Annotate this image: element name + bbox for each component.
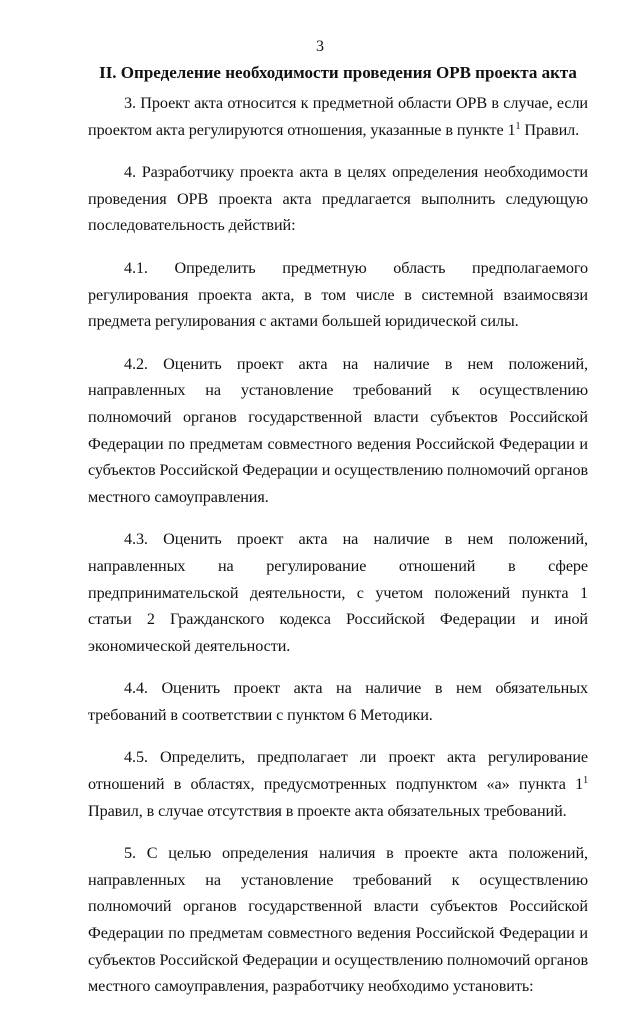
paragraph-4-5-text: 4.5. Определить, предполагает ли проект акта регулирование отношений в областях, предусмотренных подпунктом «а» пункта 1 xyxy=(88,748,588,794)
superscript-mark: 1 xyxy=(515,120,521,132)
paragraph-4-1: 4.1. Определить предметную область предполагаемого регулирования проекта акта, в том числе в системной взаимосвязи предмета регулирования с актами большей юридической силы. xyxy=(88,258,588,331)
superscript-mark: 1 xyxy=(583,775,588,787)
paragraph-4-5 xyxy=(88,744,588,824)
paragraph-5: 5. С целью определения наличия в проекте акта положений, направленных на установление требований к осуществлению полномочий органов государственной власти субъектов Российской Федерации по предметам совместного ведения Российской Федерации и субъектов Российской Федерации и осуществлению полномочий органов местного самоуправления, разработчику необходимо установить: xyxy=(88,844,589,996)
paragraph-3-text: 3. Проект акта относится к предметной области ОРВ в случае, если проектом акта регулируются отношения, указанные в пункте 1 xyxy=(88,94,588,139)
document-body xyxy=(88,90,588,1016)
paragraph-4: 4. Разработчику проекта акта в целях определения необходимости проведения ОРВ проекта акта предлагается выполнить следующую последовательность действий: xyxy=(88,163,588,235)
paragraph-4-3: 4.3. Оценить проект акта на наличие в нем положений, направленных на регулирование отношений в сфере предпринимательской деятельности, с учетом положений пункта 1 статьи 2 Гражданского кодекса Российской Федерации и иной экономической деятельности. xyxy=(88,530,588,655)
paragraph-3 xyxy=(88,90,588,143)
paragraph-3-text-end: Правил. xyxy=(520,120,580,139)
paragraph-4-5-text-end: Правил, в случае отсутствия в проекте акта обязательных требований. xyxy=(88,801,567,820)
page-number: 3 xyxy=(316,38,324,55)
paragraph-4-4: 4.4. Оценить проект акта на наличие в нем обязательных требований в соответствии с пунктом 6 Методики. xyxy=(88,679,588,724)
paragraph-4-2: 4.2. Оценить проект акта на наличие в нем положений, направленных на установление требований к осуществлению полномочий органов государственной власти субъектов Российской Федерации по предметам совместного ведения Российской Федерации и субъектов Российской Федерации и осуществлению полномочий органов местного самоуправления. xyxy=(88,354,589,506)
section-title: II. Определение необходимости проведения ОРВ проекта акта xyxy=(99,63,577,82)
